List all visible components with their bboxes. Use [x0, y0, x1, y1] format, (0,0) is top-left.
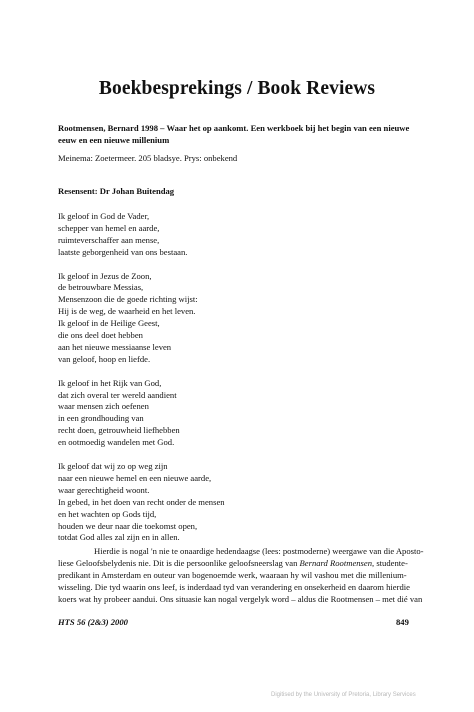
reviewer-name: Resensent: Dr Johan Buitendag: [58, 186, 175, 196]
poem-line: en het wachten op Gods tijd,: [58, 508, 157, 519]
book-reference-line: eeuw en een nieuwe millenium: [58, 135, 170, 145]
poem-line: in een grondhouding van: [58, 413, 144, 424]
page-title: Boekbesprekings / Book Reviews: [98, 78, 376, 99]
poem-line: totdat God alles zal zijn en in allen.: [58, 532, 180, 543]
poem-line: waar gerechtigheid woont.: [58, 484, 150, 495]
poem-line: dat zich overal ter wereld aandient: [58, 389, 177, 400]
poem-line: Ik geloof in het Rijk van God,: [58, 377, 162, 388]
poem-line: houden we deur naar die toekomst open,: [58, 520, 198, 531]
review-paragraph: [58, 545, 424, 605]
poem-line: naar een nieuwe hemel en een nieuwe aarde,: [58, 472, 212, 483]
journal-citation: HTS 56 (2&3) 2000: [58, 617, 128, 627]
poem-line: In gebed, in het doen van recht onder de mensen: [58, 496, 225, 507]
poem-line: Hij is de weg, de waarheid en het leven.: [58, 306, 196, 317]
poem-line: laatste geborgenheid van ons bestaan.: [58, 246, 188, 257]
paragraph-text: liese Geloofsbelydenis nie. Dit is die persoonlike geloofsneerslag van: [58, 558, 300, 568]
poem-line: schepper van hemel en aarde,: [58, 222, 160, 233]
digitisation-notice: Digitised by the University of Pretoria, Library Services: [271, 692, 416, 698]
paragraph-line: [58, 557, 420, 569]
poem-line: Ik geloof dat wij zo op weg zijn: [58, 460, 168, 471]
poem-line: ruimteverschaffer aan mense,: [58, 234, 160, 245]
poem-line: aan het nieuwe messiaanse leven: [58, 341, 172, 352]
poem-line: en ootmoedig wandelen met God.: [58, 437, 175, 448]
poem-line: waar mensen zich oefenen: [58, 401, 149, 412]
poem-stanza-1: [58, 211, 225, 259]
poem-stanza-4: [58, 461, 225, 544]
poem-line: Ik geloof in de Heilige Geest,: [58, 318, 160, 329]
book-reference-line: Rootmensen, Bernard 1998 – Waar het op aankomt. Een werkboek bij het begin van een nieuwe: [58, 123, 410, 133]
poem-line: van geloof, hoop en liefde.: [58, 353, 151, 364]
book-reference: [58, 122, 420, 146]
poem-line: Ik geloof in Jezus de Zoon,: [58, 270, 152, 281]
poem-line: die ons deel doet hebben: [58, 330, 143, 341]
poem-line: de betrouwbare Messias,: [58, 282, 144, 293]
creed-poem: [58, 211, 225, 556]
publisher-info: Meinema: Zoetermeer. 205 bladsye. Prys: onbekend: [58, 153, 238, 163]
poem-line: Ik geloof in God de Vader,: [58, 211, 150, 221]
author-name-emphasis: Bernard Rootmensen: [299, 558, 373, 568]
paragraph-line: predikant in Amsterdam en outeur van bogenoemde werk, waaraan hy wil vashou met die millenium-: [58, 570, 407, 580]
paragraph-line: koers wat hy probeer aandui. Ons situasie kan nogal vergelyk word – aldus die Rootmensen – met dié van: [58, 594, 423, 604]
paragraph-line: wisseling. Die tyd waarin ons leef, is inderdaad tyd van verandering en onsekerheid en daarom hierdie: [58, 582, 410, 592]
poem-stanza-3: [58, 378, 225, 449]
page-number: 849: [396, 617, 409, 627]
poem-line: Mensenzoon die de goede richting wijst:: [58, 294, 198, 305]
poem-line: recht doen, getrouwheid liefhebben: [58, 425, 180, 436]
paragraph-text: , studente-: [372, 558, 408, 568]
poem-stanza-2: [58, 271, 225, 366]
paragraph-line: Hierdie is nogal 'n nie te onaardige hedendaagse (lees: postmoderne) weergawe van die Aposto-: [94, 546, 424, 556]
